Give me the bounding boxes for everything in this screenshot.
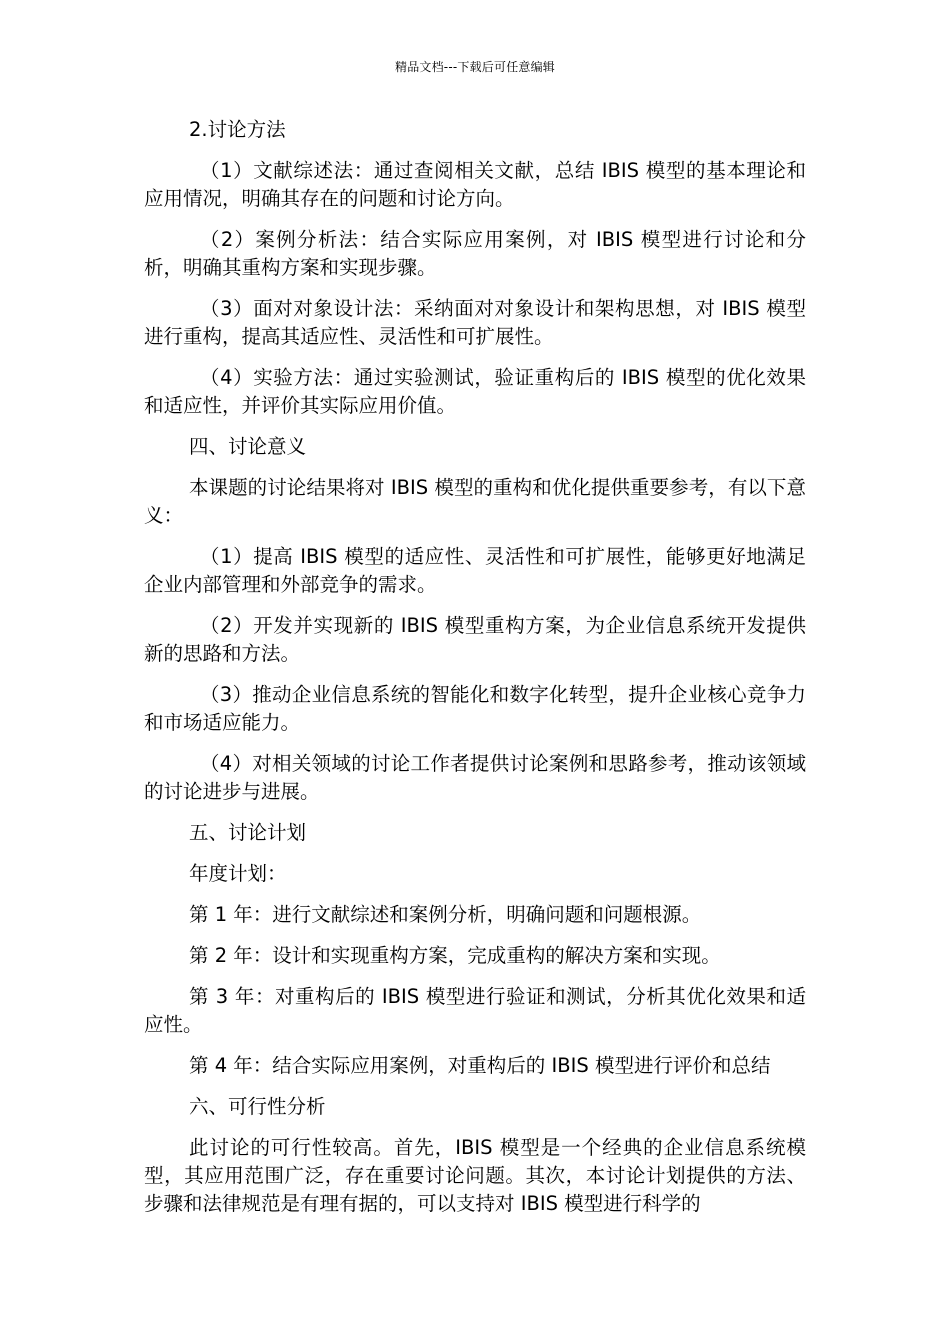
significance-item-3: （3）推动企业信息系统的智能化和数字化转型，提升企业核心竞争力和市场适应能力。 (144, 683, 806, 734)
significance-item-1: （1）提高 IBIS 模型的适应性、灵活性和可扩展性，能够更好地满足企业内部管理和外部竞争的需求。 (144, 545, 806, 596)
section-heading-plan: 五、讨论计划 (189, 821, 307, 844)
significance-intro: 本课题的讨论结果将对 IBIS 模型的重构和优化提供重要参考，有以下意义： (144, 476, 806, 527)
section-heading-significance: 四、讨论意义 (189, 435, 307, 458)
plan-year-1: 第 1 年：进行文献综述和案例分析，明确问题和问题根源。 (189, 903, 702, 926)
section-heading-methods: 2.讨论方法 (189, 118, 286, 141)
document-body (144, 116, 806, 1231)
significance-item-2: （2）开发并实现新的 IBIS 模型重构方案，为企业信息系统开发提供新的思路和方法。 (144, 614, 806, 665)
method-experiment: （4）实验方法：通过实验测试，验证重构后的 IBIS 模型的优化效果和适应性，并评价其实际应用价值。 (144, 366, 806, 417)
plan-year-4: 第 4 年：结合实际应用案例，对重构后的 IBIS 模型进行评价和总结 (189, 1054, 771, 1077)
method-oo-design: （3）面对对象设计法：采纳面对对象设计和架构思想，对 IBIS 模型进行重构，提高其适应性、灵活性和可扩展性。 (144, 297, 806, 348)
section-heading-feasibility: 六、可行性分析 (189, 1095, 326, 1118)
method-case-analysis: （2）案例分析法：结合实际应用案例，对 IBIS 模型进行讨论和分析，明确其重构方案和实现步骤。 (144, 228, 806, 279)
significance-item-4: （4）对相关领域的讨论工作者提供讨论案例和思路参考，推动该领域的讨论进步与进展。 (144, 752, 806, 803)
plan-annual-label: 年度计划： (189, 862, 287, 885)
feasibility-paragraph: 此讨论的可行性较高。首先，IBIS 模型是一个经典的企业信息系统模型，其应用范围广泛，存在重要讨论问题。其次，本讨论计划提供的方法、步骤和法律规范是有理有据的，可以支持对 IBIS 模型进行科学的 (144, 1136, 806, 1215)
plan-year-3: 第 3 年：对重构后的 IBIS 模型进行验证和测试，分析其优化效果和适应性。 (144, 985, 806, 1036)
plan-year-2: 第 2 年：设计和实现重构方案，完成重构的解决方案和实现。 (189, 944, 721, 967)
method-literature-review: （1）文献综述法：通过查阅相关文献，总结 IBIS 模型的基本理论和应用情况，明确其存在的问题和讨论方向。 (144, 159, 806, 210)
page-header: 精品文档---下载后可任意编辑 (395, 60, 555, 74)
